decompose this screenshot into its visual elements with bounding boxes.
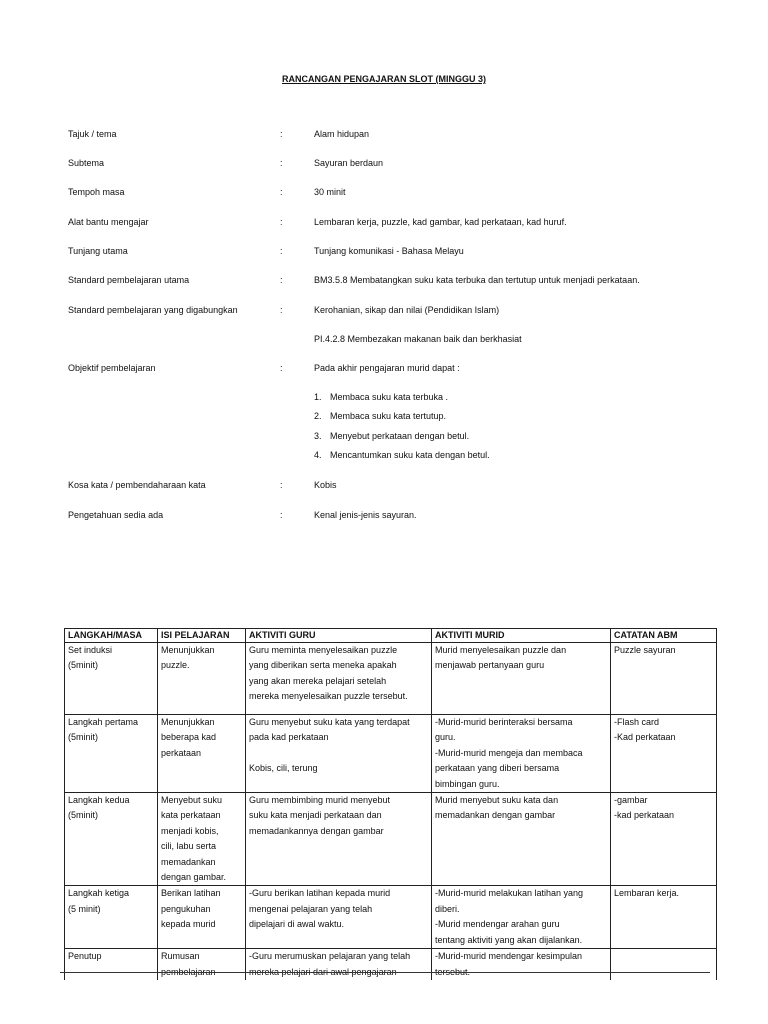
field-colon: : bbox=[280, 158, 283, 168]
field-value: Sayuran berdaun bbox=[314, 158, 384, 168]
table-cell: Langkah ketiga (5 minit) bbox=[65, 886, 158, 949]
objective-text: Membaca suku kata terbuka . bbox=[330, 392, 449, 402]
document-title: RANCANGAN PENGAJARAN SLOT (MINGGU 3) bbox=[281, 74, 486, 84]
field-label: Tunjang utama bbox=[68, 246, 128, 256]
objective-number: 4. bbox=[314, 450, 322, 461]
objective-item bbox=[314, 409, 490, 428]
field-value: Kerohanian, sikap dan nilai (Pendidikan Islam) bbox=[314, 305, 500, 315]
field-standard-pembelajaran-utama bbox=[68, 273, 708, 288]
column-header: CATATAN ABM bbox=[611, 629, 717, 643]
table-cell bbox=[611, 949, 717, 980]
field-value: Tunjang komunikasi - Bahasa Melayu bbox=[314, 246, 464, 256]
field-label: Tajuk / tema bbox=[68, 129, 117, 139]
field-tajuk-tema bbox=[68, 127, 708, 142]
field-value: Kenal jenis-jenis sayuran. bbox=[314, 510, 417, 520]
table-cell: Lembaran kerja. bbox=[611, 886, 717, 949]
field-objektif-pembelajaran bbox=[68, 361, 708, 376]
field-kosa-kata bbox=[68, 478, 708, 493]
field-subtema bbox=[68, 156, 708, 171]
table-row bbox=[65, 715, 717, 793]
objective-number: 2. bbox=[314, 411, 322, 422]
field-standard-pi bbox=[68, 332, 708, 347]
field-colon: : bbox=[280, 305, 283, 315]
field-value: Lembaran kerja, puzzle, kad gambar, kad perkataan, kad huruf. bbox=[314, 217, 567, 227]
field-alat-bantu-mengajar bbox=[68, 215, 708, 230]
field-label: Pengetahuan sedia ada bbox=[68, 510, 164, 520]
page-bottom-rule bbox=[60, 972, 710, 973]
table-cell: Guru membimbing murid menyebut suku kata menjadi perkataan dan memadankannya dengan gambar bbox=[246, 793, 432, 886]
table-cell: Guru menyebut suku kata yang terdapat pada kad perkataan Kobis, cili, terung bbox=[246, 715, 432, 793]
field-value: Kobis bbox=[314, 480, 337, 490]
field-tempoh-masa bbox=[68, 185, 708, 200]
field-tunjang-utama bbox=[68, 244, 708, 259]
field-value: 30 minit bbox=[314, 187, 346, 197]
field-value: Alam hidupan bbox=[314, 129, 370, 139]
table-cell: Menunjukkan beberapa kad perkataan bbox=[158, 715, 246, 793]
table-cell: -Flash card -Kad perkataan bbox=[611, 715, 717, 793]
lesson-plan-table bbox=[64, 628, 717, 980]
field-colon: : bbox=[280, 246, 283, 256]
table-cell: Menyebut suku kata perkataan menjadi kobis, cili, labu serta memadankan dengan gambar. bbox=[158, 793, 246, 886]
column-header: ISI PELAJARAN bbox=[158, 629, 246, 643]
table-row bbox=[65, 793, 717, 886]
objective-item bbox=[314, 448, 490, 467]
field-value: BM3.5.8 Membatangkan suku kata terbuka dan tertutup untuk menjadi perkataan. bbox=[314, 275, 640, 285]
table-cell: Set induksi (5minit) bbox=[65, 643, 158, 715]
field-label: Standard pembelajaran yang digabungkan bbox=[68, 305, 238, 315]
column-header: AKTIVITI GURU bbox=[246, 629, 432, 643]
table-header-row bbox=[65, 629, 717, 643]
table-cell: -Murid-murid mendengar kesimpulan tersebut. bbox=[432, 949, 611, 980]
field-label: Tempoh masa bbox=[68, 187, 125, 197]
table-row bbox=[65, 886, 717, 949]
table-cell: Menunjukkan puzzle. bbox=[158, 643, 246, 715]
field-label: Alat bantu mengajar bbox=[68, 217, 149, 227]
table-cell: -gambar -kad perkataan bbox=[611, 793, 717, 886]
table-cell: Berikan latihan pengukuhan kepada murid bbox=[158, 886, 246, 949]
field-value: PI.4.2.8 Membezakan makanan baik dan berkhasiat bbox=[314, 334, 522, 344]
table-row bbox=[65, 643, 717, 715]
table-cell: -Murid-murid melakukan latihan yang diberi. -Murid mendengar arahan guru tentang aktiviti yang akan dijalankan. bbox=[432, 886, 611, 949]
objective-item bbox=[314, 390, 490, 409]
table-cell: -Murid-murid berinteraksi bersama guru. -Murid-murid mengeja dan membaca perkataan yang diberi bersama bimbingan guru. bbox=[432, 715, 611, 793]
table-cell: Murid menyebut suku kata dan memadankan dengan gambar bbox=[432, 793, 611, 886]
column-header: AKTIVITI MURID bbox=[432, 629, 611, 643]
objective-text: Membaca suku kata tertutup. bbox=[330, 411, 447, 422]
field-colon: : bbox=[280, 217, 283, 227]
field-label: Standard pembelajaran utama bbox=[68, 275, 190, 285]
column-header: LANGKAH/MASA bbox=[65, 629, 158, 643]
objective-text: Menyebut perkataan dengan betul. bbox=[330, 430, 470, 441]
table-row bbox=[65, 949, 717, 980]
field-label: Objektif pembelajaran bbox=[68, 363, 156, 373]
field-value: Pada akhir pengajaran murid dapat : bbox=[314, 363, 460, 373]
objectives-list bbox=[314, 390, 490, 468]
objective-item bbox=[314, 429, 490, 448]
table-cell: Langkah kedua (5minit) bbox=[65, 793, 158, 886]
field-label: Subtema bbox=[68, 158, 105, 168]
table-cell: Guru meminta menyelesaikan puzzle yang diberikan serta meneka apakah yang akan mereka pelajari setelah mereka menyelesaikan puzzle tersebut. bbox=[246, 643, 432, 715]
objective-number: 1. bbox=[314, 392, 322, 402]
field-colon: : bbox=[280, 363, 283, 373]
field-colon: : bbox=[280, 510, 283, 520]
table-cell: Langkah pertama (5minit) bbox=[65, 715, 158, 793]
field-standard-pembelajaran-digabungkan bbox=[68, 303, 708, 318]
field-colon: : bbox=[280, 480, 283, 490]
field-pengetahuan-sedia-ada bbox=[68, 508, 708, 523]
table-cell: Rumusan pembelajaran bbox=[158, 949, 246, 980]
field-colon: : bbox=[280, 187, 283, 197]
objective-number: 3. bbox=[314, 430, 322, 441]
field-label: Kosa kata / pembendaharaan kata bbox=[68, 480, 206, 490]
objective-text: Mencantumkan suku kata dengan betul. bbox=[330, 450, 490, 461]
field-colon: : bbox=[280, 275, 283, 285]
table-cell: -Guru merumuskan pelajaran yang telah mereka pelajari dari awal pengajaran bbox=[246, 949, 432, 980]
field-colon: : bbox=[280, 129, 283, 139]
table-cell: -Guru berikan latihan kepada murid mengenai pelajaran yang telah dipelajari di awal waktu. bbox=[246, 886, 432, 949]
table-cell: Puzzle sayuran bbox=[611, 643, 717, 715]
table-cell: Murid menyelesaikan puzzle dan menjawab pertanyaan guru bbox=[432, 643, 611, 715]
table-cell: Penutup bbox=[65, 949, 158, 980]
